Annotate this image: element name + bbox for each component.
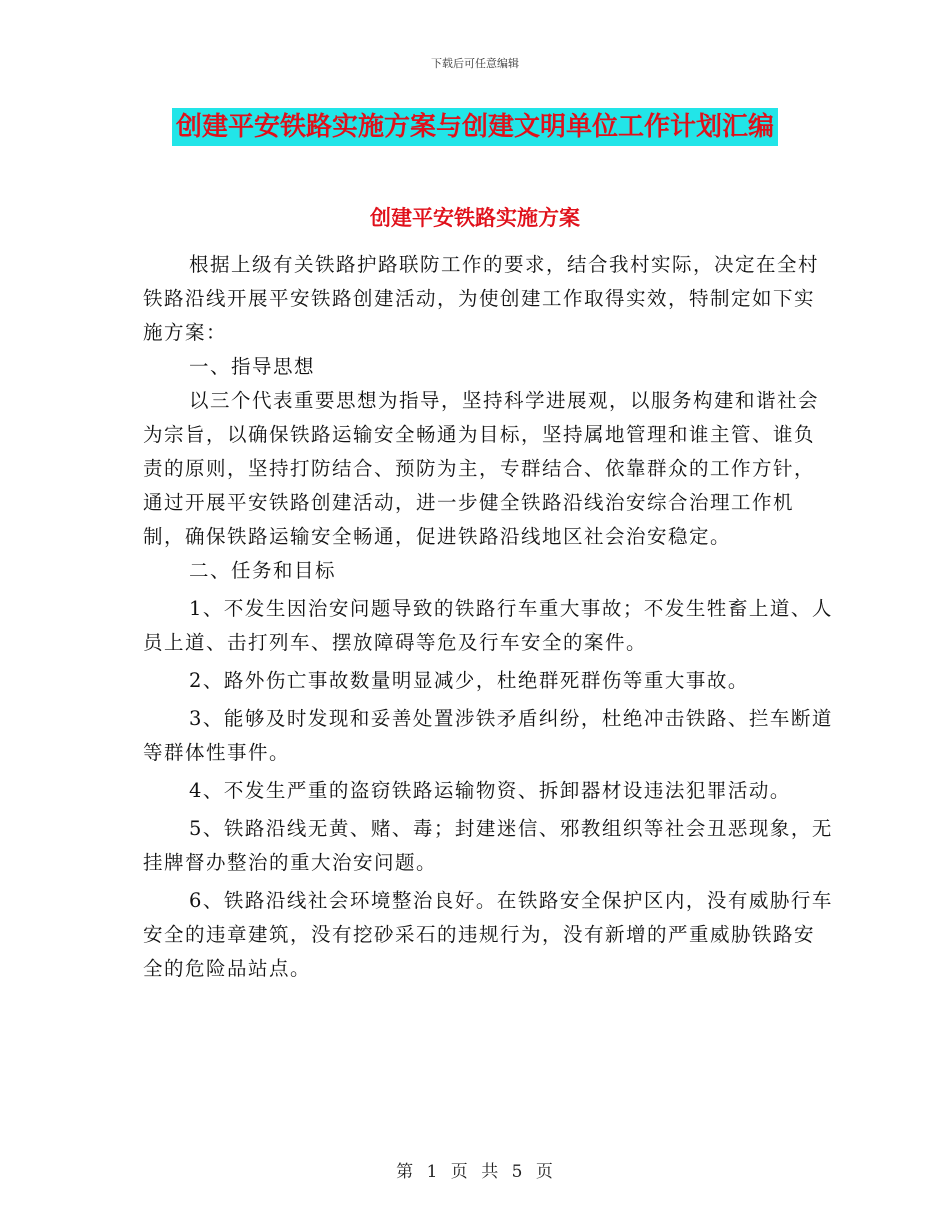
list-item-5: 5、铁路沿线无黄、赌、毒；封建迷信、邪教组织等社会丑恶现象，无挂牌督办整治的重大治安问题。 — [143, 817, 833, 874]
main-title-wrap — [0, 108, 950, 146]
paragraph-guiding-ideology: 以三个代表重要思想为指导，坚持科学进展观，以服务构建和谐社会为宗旨，以确保铁路运输安全畅通为目标，坚持属地管理和谁主管、谁负责的原则，坚持打防结合、预防为主，专群结合、依靠群众的工作方针，通过开展平安铁路创建活动，进一步健全铁路沿线治安综合治理工作机制，确保铁路运输安全畅通，促进铁路沿线地区社会治安稳定。 — [143, 389, 820, 548]
list-item-3: 3、能够及时发现和妥善处置涉铁矛盾纠纷，杜绝冲击铁路、拦车断道等群体性事件。 — [143, 707, 833, 764]
footer-total-pages: 5 — [511, 1162, 524, 1182]
footer-prefix: 第 — [396, 1162, 415, 1182]
footer-page-number: 1 — [426, 1162, 439, 1182]
list-item-2: 2、路外伤亡事故数量明显减少，杜绝群死群伤等重大事故。 — [189, 669, 749, 692]
section-title: 创建平安铁路实施方案 — [370, 206, 580, 230]
list-item-6: 6、铁路沿线社会环境整治良好。在铁路安全保护区内，没有威胁行车安全的违章建筑，没有挖砂采石的违规行为，没有新增的严重威胁铁路安全的危险品站点。 — [143, 889, 833, 980]
main-title: 创建平安铁路实施方案与创建文明单位工作计划汇编 — [172, 108, 778, 146]
footer-page-unit: 页 — [450, 1162, 469, 1182]
list-item-4: 4、不发生严重的盗窃铁路运输物资、拆卸器材设违法犯罪活动。 — [189, 779, 791, 802]
footer-total-prefix: 共 — [481, 1162, 500, 1182]
heading-guiding-ideology: 一、指导思想 — [189, 355, 316, 378]
document-body — [143, 248, 833, 986]
footer-total-unit: 页 — [535, 1162, 554, 1182]
list-item-1: 1、不发生因治安问题导致的铁路行车重大事故；不发生牲畜上道、人员上道、击打列车、摆放障碍等危及行车安全的案件。 — [143, 597, 833, 654]
header-note: 下载后可任意编辑 — [431, 57, 519, 70]
paragraph-intro: 根据上级有关铁路护路联防工作的要求，结合我村实际，决定在全村铁路沿线开展平安铁路创建活动，为使创建工作取得实效，特制定如下实施方案： — [143, 253, 820, 344]
heading-tasks-goals: 二、任务和目标 — [189, 559, 337, 582]
page-footer — [0, 1157, 950, 1182]
